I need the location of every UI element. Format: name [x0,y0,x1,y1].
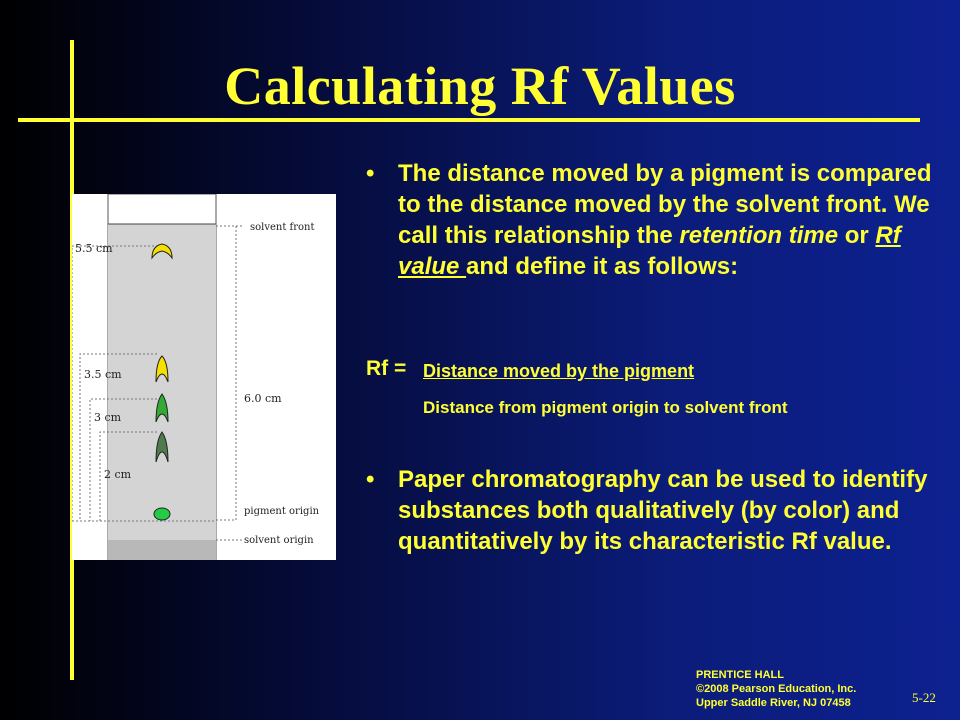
bullet-dot: • [366,466,375,493]
bullet-definition [366,158,946,282]
slide-number: 5-22 [912,690,936,705]
chromatography-figure [72,194,336,560]
bullet-dot: • [366,160,375,187]
horizontal-accent-line [18,118,920,122]
label-2: 2 cm [104,468,132,481]
label-3: 3 cm [94,411,122,424]
bullet-application-text: Paper chromatography can be used to identify substances both qualitatively (by color) and quantitatively by its characteristic Rf value. [398,466,928,555]
label-5-5: 5.5 cm [75,242,113,255]
label-solvent-origin: solvent origin [244,535,314,546]
rf-formula-numerator: Distance moved by the pigment [423,361,695,381]
solvent-wetted-area [108,224,216,540]
rf-formula-label: Rf = [366,357,407,380]
footer-line-1: PRENTICE HALL [696,669,784,681]
slide-title: Calculating Rf Values [224,56,736,116]
label-solvent-front: solvent front [250,222,315,233]
label-pigment-origin: pigment origin [244,506,320,517]
footer-line-3: Upper Saddle River, NJ 07458 [696,697,851,709]
publisher-footer [696,668,856,710]
solvent-reservoir [108,540,216,560]
label-3-5: 3.5 cm [84,368,122,381]
rf-formula-denominator: Distance from pigment origin to solvent front [423,398,788,417]
label-6-0: 6.0 cm [244,392,282,405]
bullet-application [366,464,946,557]
chromatography-diagram [72,194,336,560]
footer-line-2: ©2008 Pearson Education, Inc. [696,683,857,695]
guide-solvent [216,226,236,520]
pigment-origin-spot [154,508,170,520]
bullet-definition-text: The distance moved by a pigment is compared to the distance moved by the solvent front. We call this relationship the retention time or Rf value and define it as follows: [398,160,932,280]
